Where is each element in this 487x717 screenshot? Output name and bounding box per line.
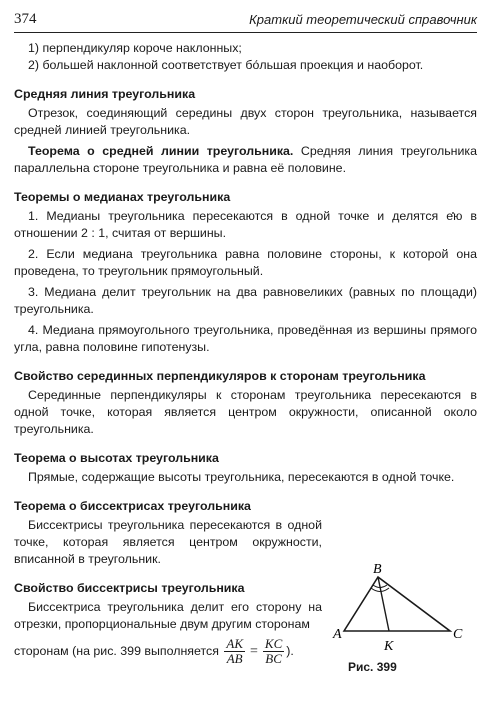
fraction-kc-bc: [263, 637, 284, 666]
heading-midline: Средняя линия треугольника: [14, 87, 196, 101]
altitudes-text: Прямые, содержащие высоты треугольника, пересекаются в одной точке.: [28, 470, 455, 484]
bisector-formula-line: [14, 637, 322, 666]
label-k: K: [384, 639, 394, 654]
page-number: 374: [14, 11, 37, 27]
heading-perpendiculars: Свойство серединных перпендикуляров к сторонам треугольника: [14, 369, 426, 383]
midline-theorem-text: Средняя линия треугольника параллельна стороне треугольника и равна её половине.: [14, 144, 477, 175]
fraction-ak: AK: [226, 636, 243, 651]
median-item-1: 1. Медианы треугольника пересекаются в одной точке и делятся ею в отношении 2 : 1, считая от вершины.: [14, 209, 477, 240]
bisector-property-text: Биссектриса треугольника делит его сторону на отрезки, пропорциональные двум другим сторонам: [14, 600, 322, 631]
median-item-2: 2. Если медиана треугольника равна половине стороны, к которой она проведена, то треугольник прямоугольный.: [14, 247, 477, 278]
formula-intro: сторонам (на рис. 399 выполняется: [14, 643, 223, 658]
fraction-kc: KC: [264, 636, 283, 651]
median-item-4: 4. Медиана прямоугольного треугольника, проведённая из вершины прямого угла, равна половине гипотенузы.: [14, 323, 477, 354]
page-header: [14, 8, 477, 33]
heading-altitudes: Теорема о высотах треугольника: [14, 451, 219, 465]
intro-line-1: 1) перпендикуляр короче наклонных;: [28, 41, 242, 55]
midline-definition: Отрезок, соединяющий середины двух сторон треугольника, называется средней линией треугольника.: [14, 106, 477, 137]
running-title: Краткий теоретический справочник: [249, 12, 477, 27]
midline-theorem-name: Теорема о средней линии треугольника.: [28, 144, 294, 158]
equals-sign: =: [250, 643, 258, 659]
label-a: A: [333, 627, 342, 642]
fraction-ab: AB: [226, 651, 243, 666]
fraction-bc: BC: [265, 651, 282, 666]
intro-line-2: 2) большей наклонной соответствует бо́льшая проекция и наоборот.: [28, 58, 424, 72]
perpendiculars-text: Серединные перпендикуляры к сторонам треугольника пересекаются в одной точке, которая является центром окружности, описанной около треугольника.: [14, 388, 477, 436]
figure-caption: Рис. 399: [348, 660, 397, 674]
bisector-bk: [378, 577, 389, 631]
triangle-abc: [344, 577, 450, 631]
midline-theorem: [14, 143, 477, 177]
angle-bisectors-text: Биссектрисы треугольника пересекаются в одной точке, которая является центром окружности, вписанной в треугольник.: [14, 518, 322, 566]
median-item-3: 3. Медиана делит треугольник на два равновеликих (равных по площади) треугольника.: [14, 285, 477, 316]
heading-angle-bisectors: Теорема о биссектрисах треугольника: [14, 499, 251, 513]
label-c: C: [453, 627, 463, 642]
triangle-diagram: [330, 560, 480, 660]
formula-end: ).: [286, 643, 294, 658]
fraction-ak-ab: [224, 637, 245, 666]
heading-bisector-property: Свойство биссектрисы треугольника: [14, 581, 245, 595]
heading-medians: Теоремы о медианах треугольника: [14, 190, 231, 204]
label-b: B: [373, 562, 382, 577]
